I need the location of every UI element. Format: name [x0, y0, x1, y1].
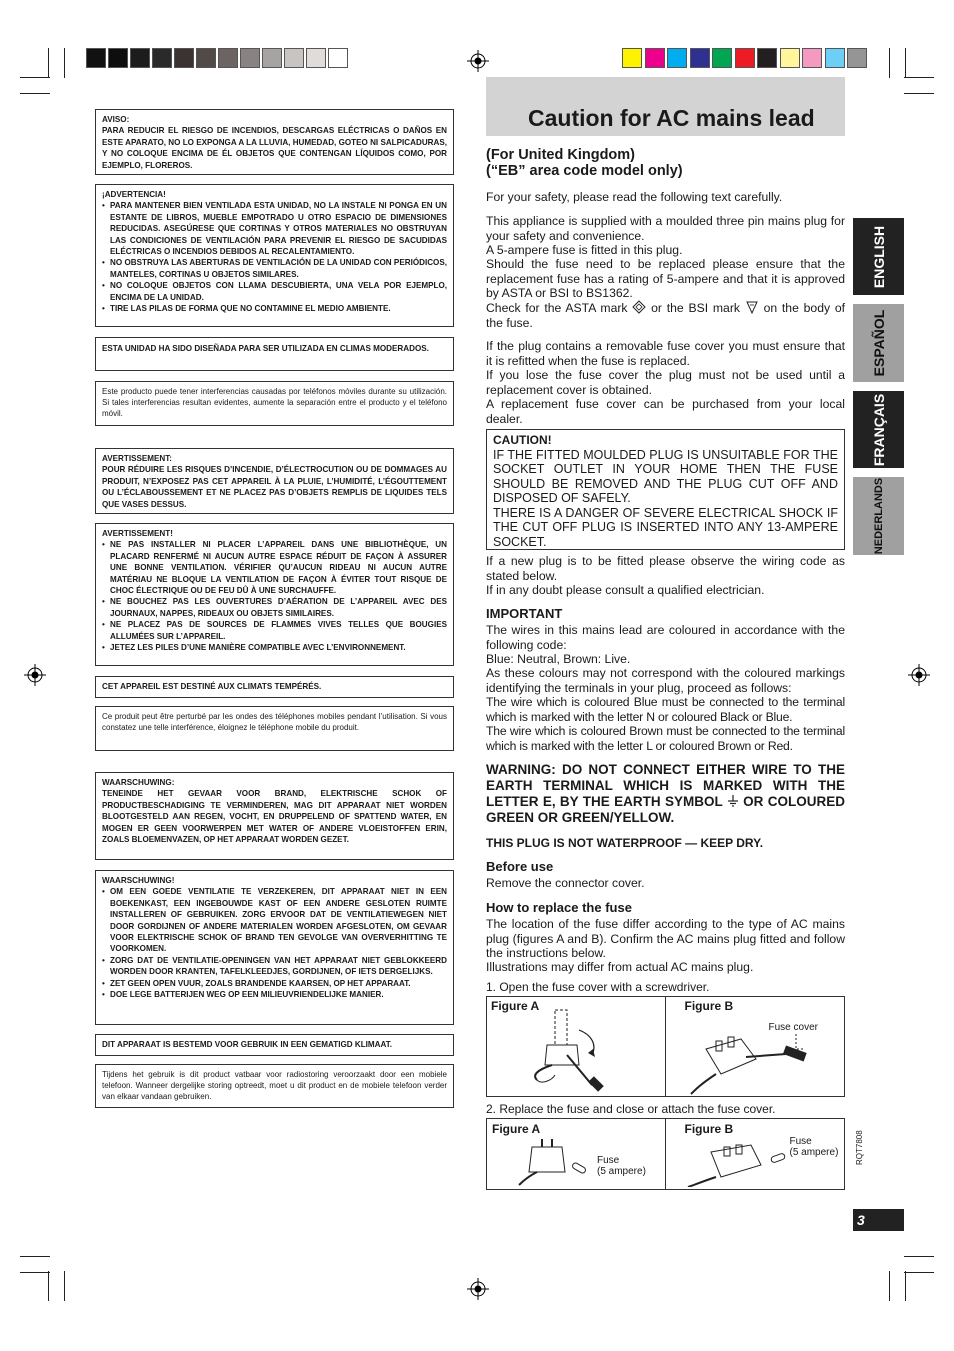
fr-avertissement2-heading: AVERTISSEMENT! [102, 529, 173, 538]
page-number-text: 3 [857, 1212, 865, 1228]
caution-text: IF THE FITTED MOULDED PLUG IS UNSUITABLE FOR THE SOCKET OUTLET IN YOUR HOME THEN THE FUSE SHOULD BE REMOVED AND THE PLUG CUT OFF AND DISPOSED OF SAFELY. [493, 447, 838, 505]
list-item: • NE PAS INSTALLER NI PLACER L’APPAREIL DANS UNE BIBLIOTHÈQUE, UN PLACARD RENFERMÉ NI AUCUN AUTRE ESPACE RÉDUIT DE FAÇON À ASSURER UNE BONNE VENTILATION. VÉRIFIER QU’AUCUN RIDEAU NI AUCUN AUTRE MATÉRIAU NE BLOQUE LA VENTILATION DE FAÇON À ÉVITER TOUT RISQUE DE CHOC ÉLECTRIQUE OU DE FEU DÛ À UNE SURCHAUFFE. [102, 539, 447, 596]
gray-swatch [86, 48, 106, 68]
paragraph: A replacement fuse cover can be purchased from your local dealer. [486, 397, 845, 426]
paragraph: The wire which is coloured Blue must be connected to the terminal which is marked with the letter N or coloured Black or Blue. [486, 695, 845, 724]
figure-a-cell [487, 997, 666, 1096]
fr-avertissement-box [95, 448, 454, 514]
nl-klimaat-box [95, 1034, 454, 1056]
warning-text: WARNING: DO NOT CONNECT EITHER WIRE TO THE EARTH TERMINAL WHICH IS MARKED WITH THE LETTER E, BY THE EARTH SYMBOL [486, 762, 845, 809]
es-clima-box [95, 337, 454, 371]
asta-text: Check for the ASTA mark [486, 301, 628, 315]
important-heading: IMPORTANT [486, 606, 563, 621]
nl-mobiel-box [95, 1064, 454, 1108]
list-item: • ZORG DAT DE VENTILATIE-OPENINGEN VAN HET APPARAAT NIET GEBLOKKEERD WORDEN DOOR KRANTEN, TAFELKLEEDJES, GORDIJNEN, OF IETS DERGELIJKS. [102, 955, 447, 978]
list-item: • PARA MANTENER BIEN VENTILADA ESTA UNIDAD, NO LA INSTALE NI PONGA EN UN ESTANTE DE LIBROS, MUEBLE EMPOTRADO U OTRO ESPACIO DE DIMENSIONES REDUCIDAS. ASEGÚRESE QUE CORTINAS Y OTROS MATERIALES NO OBSTRUYAN LAS CONDICIONES DE VENTILACIÓN PARA PREVENIR EL RIESGO DE SACUDIDAS ELÉCTRICAS O INCENDIOS DEBIDOS AL RECALENTAMIENTO. [102, 200, 447, 257]
bsi-kitemark-icon [745, 300, 759, 314]
es-aviso-box [95, 109, 454, 175]
nl-klimaat-text: DIT APPARAAT IS BESTEMD VOOR GEBRUIK IN EEN GEMATIGD KLIMAAT. [102, 1040, 393, 1049]
illustration-note: Illustrations may differ from actual AC mains plug. [486, 960, 754, 974]
nl-waarschuwing-text: TENEINDE HET GEVAAR VOOR BRAND, ELEKTRISCHE SCHOK OF PRODUCTBESCHADIGING TE VERMINDEREN, MAG DIT APPARAAT NIET WORDEN BLOOTGESTELD AAN REGEN, VOCHT, EN DRUPPELEND OF SPATTEND WATER, EN MOGEN ER GEEN VOORWERPEN MET WATER OF ANDERE VLOEISTOFFEN ERIN, ZOALS BLOEMENVAZEN, OP HET APPARAAT WORDEN GEZET. [102, 789, 447, 845]
es-movil-text: Este producto puede tener interferencias causadas por teléfonos móviles durante su utilización. Si tales interferencias resultan evidentes, aumente la separación entre el producto y el teléfono móvil. [102, 387, 447, 418]
gray-swatch [152, 48, 172, 68]
paragraph: As these colours may not correspond with the coloured markings identifying the terminals in your plug, proceed as follows: [486, 666, 845, 695]
tab-francais[interactable] [853, 391, 904, 468]
color-swatch [780, 48, 800, 68]
gray-swatch [240, 48, 260, 68]
document-code: RQT7808 [855, 1130, 864, 1165]
figure-b-label: Figure B [684, 1122, 734, 1136]
warning-text: OR COLOURED GREEN OR GREEN/YELLOW. [486, 794, 845, 825]
gray-swatch [196, 48, 216, 68]
gray-swatch [174, 48, 194, 68]
paragraph: If in any doubt please consult a qualified electrician. [486, 583, 765, 597]
figure-b-cell [666, 997, 845, 1096]
tab-nederlands[interactable] [853, 477, 904, 555]
color-swatch [712, 48, 732, 68]
list-item: • OM EEN GOEDE VENTILATIE TE VERZEKEREN, DIT APPARAAT NIET IN EEN BOEKENKAST, EEN INGEBOUWDE KAST OF EEN ANDERE GESLOTEN RUIMTE INSTALLEREN OF GEBRUIKEN. ZORG ERVOOR DAT DE VENTILATIEWEGEN NIET DOOR GORDIJNEN OF ANDERE MATERIALEN WORDEN AFGESLOTEN, OM GEVAAR VOOR ELEKTRISCHE SCHOK OF BRAND TEN GEVOLGE VAN OVERVERHITTING TE VOORKOMEN. [102, 886, 447, 954]
subtitle-uk: (For United Kingdom) [486, 147, 636, 163]
figure-b-label: Figure B [684, 999, 734, 1013]
gray-swatch [284, 48, 304, 68]
color-swatch [847, 48, 867, 68]
bsi-text: or the BSI mark [651, 301, 740, 315]
paragraph: The wire which is coloured Brown must be connected to the terminal which is marked with the letter L or coloured Brown or Red. [486, 724, 845, 753]
fuse-amp-label: (5 ampere) [789, 1147, 839, 1158]
gray-swatch [306, 48, 326, 68]
plug-screwdriver-illustration-b [686, 1029, 836, 1099]
es-movil-box [95, 381, 454, 426]
page-title: Caution for AC mains lead [528, 105, 815, 131]
color-swatch [735, 48, 755, 68]
tab-nederlands-label: NEDERLANDS [872, 477, 885, 555]
page-number [853, 1209, 904, 1231]
step-2: 2. Replace the fuse and close or attach the fuse cover. [486, 1102, 776, 1116]
asta-bsi-paragraph [486, 300, 845, 330]
nl-mobiel-text: Tijdens het gebruik is dit product vatbaar voor radiostoring veroorzaakt door een mobiele telefoon. Wanneer dergelijke storing optreedt, moet u dit product en de mobiele telefoon verder van elkaar vandaan gebruiken. [102, 1070, 447, 1101]
gray-swatch [218, 48, 238, 68]
nl-waarschuwing-box [95, 772, 454, 860]
gray-swatch [130, 48, 150, 68]
fuse-label: Fuse [597, 1155, 620, 1166]
plug-screwdriver-illustration-a [507, 1005, 657, 1095]
fuse-amp-label: (5 ampere) [597, 1166, 646, 1177]
paragraph: If a new plug is to be fitted please observe the wiring code as stated below. [486, 554, 845, 583]
step-1: 1. Open the fuse cover with a screwdriver. [486, 980, 710, 994]
fuse-illustration-a [517, 1137, 597, 1187]
es-advertencia-list [102, 200, 447, 314]
registration-mark-bottom [467, 1278, 489, 1300]
list-item: • NO OBSTRUYA LAS ABERTURAS DE VENTILACIÓN DE LA UNIDAD CON PERIÓDICOS, MANTELES, CORTINAS U OBJETOS SIMILARES. [102, 257, 447, 280]
not-waterproof-text: THIS PLUG IS NOT WATERPROOF — KEEP DRY. [486, 836, 764, 850]
figure-a-label: Figure A [491, 999, 540, 1013]
earth-warning [486, 762, 845, 826]
color-swatch [667, 48, 687, 68]
gray-swatch [328, 48, 348, 68]
tab-english-label: ENGLISH [870, 225, 887, 288]
nl-waarschuwing2-box [95, 870, 454, 1025]
paragraph: The wires in this mains lead are coloured in accordance with the following code: [486, 623, 845, 652]
fr-clima-box [95, 676, 454, 698]
nl-waarschuwing2-list [102, 886, 447, 1000]
es-advertencia-box [95, 184, 454, 327]
list-item: • NO COLOQUE OBJETOS CON LLAMA DESCUBIERTA, UNA VELA POR EJEMPLO, ENCIMA DE LA UNIDAD. [102, 280, 447, 303]
figure-a-label: Figure A [492, 1122, 541, 1136]
fr-clima-text: CET APPAREIL EST DESTINÉ AUX CLIMATS TEMPÉRÉS. [102, 682, 322, 691]
color-swatch [802, 48, 822, 68]
fr-avertissement2-list [102, 539, 447, 653]
paragraph: If the plug contains a removable fuse cover you must ensure that it is refitted when the fuse is replaced. [486, 339, 845, 368]
registration-mark-left [24, 664, 46, 686]
tab-english[interactable] [853, 218, 904, 295]
color-swatch [690, 48, 710, 68]
color-swatch [645, 48, 665, 68]
fr-mobile-box [95, 706, 454, 751]
replace-fuse-text: The location of the fuse differ according to the type of AC mains plug (figures A and B). Confirm the AC mains plug fitted and follow the instructions below. [486, 917, 845, 960]
color-swatch [825, 48, 845, 68]
replace-fuse-heading: How to replace the fuse [486, 900, 632, 915]
fuse-body-text: on the body of the fuse. [486, 301, 846, 330]
registration-mark-top [467, 50, 489, 72]
before-use-heading: Before use [486, 859, 554, 874]
fuse-label: Fuse [789, 1136, 812, 1147]
paragraph: This appliance is supplied with a moulded three pin mains plug for your safety and convenience. [486, 214, 845, 243]
list-item: • TIRE LAS PILAS DE FORMA QUE NO CONTAMINE EL MEDIO AMBIENTE. [102, 303, 447, 314]
fr-avertissement-text: POUR RÉDUIRE LES RISQUES D’INCENDIE, D’ÉLECTROCUTION OU DE DOMMAGES AU PRODUIT, N’EXPOSEZ PAS CET APPAREIL À LA PLUIE, L’HUMIDITÉ, L’ÉGOUTTEMENT OU L’ÉCLABOUSSEMENT ET NE PLACEZ PAS D’OBJETS REMPLIS DE LIQUIDES TELS QUE VASES DESSUS. [102, 465, 447, 509]
caution-box [486, 429, 845, 550]
fr-avertissement2-box [95, 523, 454, 666]
tab-espanol-label: ESPAÑOL [870, 309, 887, 377]
fr-mobile-text: Ce produit peut être perturbé par les ondes des téléphones mobiles pendant l’utilisation. Si vous constatez une telle interférence, éloignez le téléphone mobile du produit. [102, 712, 447, 732]
figure-a-cell [487, 1119, 666, 1189]
tab-francais-label: FRANÇAIS [870, 393, 887, 466]
fuse-cover-label: Fuse cover [768, 1022, 818, 1033]
figure-table-step1 [486, 996, 845, 1097]
color-swatch [757, 48, 777, 68]
paragraph: Should the fuse need to be replaced please ensure that the replacement fuse has a rating of 5-ampere and that it is approved by ASTA or BSI to BS1362. [486, 257, 845, 300]
figure-b-cell [666, 1119, 845, 1189]
earth-symbol-icon [727, 795, 739, 807]
registration-mark-right [908, 664, 930, 686]
fr-avertissement-heading: AVERTISSEMENT: [102, 454, 173, 463]
figure-table-step2 [486, 1118, 845, 1190]
nl-waarschuwing-heading: WAARSCHUWING: [102, 778, 175, 787]
list-item: • JETEZ LES PILES D’UNE MANIÈRE COMPATIBLE AVEC L’ENVIRONNEMENT. [102, 642, 447, 653]
paragraph: Blue: Neutral, Brown: Live. [486, 652, 631, 666]
list-item: • DOE LEGE BATTERIJEN WEG OP EEN MILIEUVRIENDELIJKE MANIER. [102, 989, 447, 1000]
subtitle-eb: (“EB” area code model only) [486, 163, 683, 179]
paragraph: A 5-ampere fuse is fitted in this plug. [486, 243, 683, 257]
paragraph: If you lose the fuse cover the plug must not be used until a replacement cover is obtained. [486, 368, 845, 397]
list-item: • NE PLACEZ PAS DE SOURCES DE FLAMMES VIVES TELLES QUE BOUGIES ALLUMÉES SUR L’APPAREIL. [102, 619, 447, 642]
gray-swatch [262, 48, 282, 68]
intro-text: For your safety, please read the following text carefully. [486, 190, 783, 204]
tab-espanol[interactable] [853, 304, 904, 382]
gray-swatch [108, 48, 128, 68]
caution-text: THERE IS A DANGER OF SEVERE ELECTRICAL SHOCK IF THE CUT OFF PLUG IS INSERTED INTO ANY 13-AMPERE SOCKET. [493, 505, 838, 549]
before-use-text: Remove the connector cover. [486, 876, 645, 890]
list-item: • ZET GEEN OPEN VUUR, ZOALS BRANDENDE KAARSEN, OP HET APPARAAT. [102, 978, 447, 989]
fuse-illustration-b [686, 1137, 806, 1187]
asta-mark-icon [632, 300, 646, 314]
list-item: • NE BOUCHEZ PAS LES OUVERTURES D’AÉRATION DE L’APPAREIL AVEC DES JOURNAUX, NAPPES, RIDEAUX OU OBJETS SIMILAIRES. [102, 596, 447, 619]
color-swatch [622, 48, 642, 68]
nl-waarschuwing2-heading: WAARSCHUWING! [102, 876, 175, 885]
es-aviso-text: PARA REDUCIR EL RIESGO DE INCENDIOS, DESCARGAS ELÉCTRICAS O DAÑOS EN ESTE APARATO, NO LO EXPONGA A LA LLUVIA, HUMEDAD, GOTEO NI SALPICADURAS, Y NO COLOQUE ENCIMA DE ÉL OBJETOS QUE CONTENGAN LÍQUIDOS COMO, POR EJEMPLO, FLOREROS. [102, 126, 447, 170]
caution-heading: CAUTION! [493, 433, 552, 447]
es-advertencia-heading: ¡ADVERTENCIA! [102, 190, 166, 199]
es-aviso-heading: AVISO: [102, 115, 130, 124]
es-clima-text: ESTA UNIDAD HA SIDO DISEÑADA PARA SER UTILIZADA EN CLIMAS MODERADOS. [102, 344, 429, 353]
